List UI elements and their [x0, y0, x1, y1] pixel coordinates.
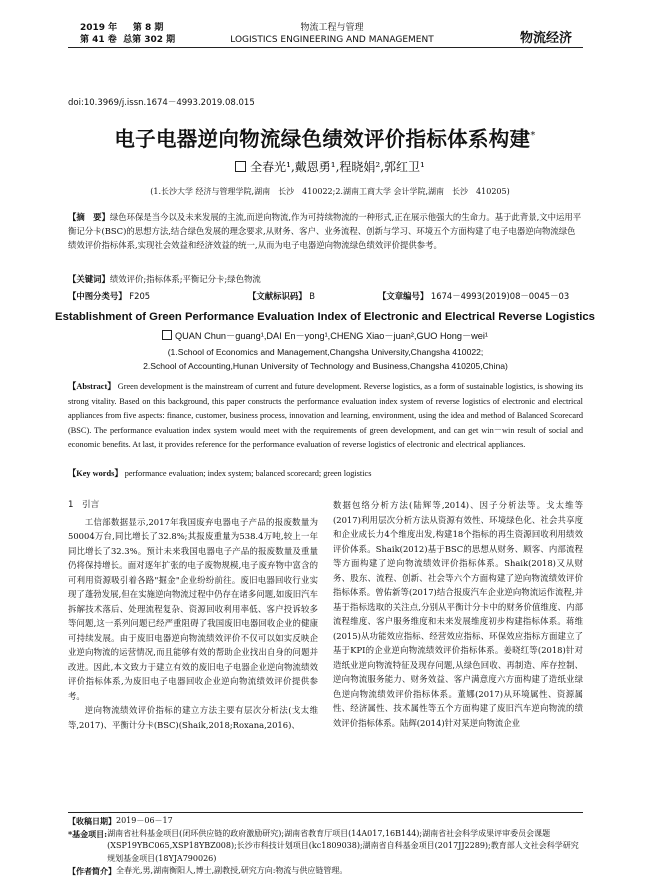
- footnotes: [68, 815, 583, 878]
- year: 2019 年: [80, 23, 118, 33]
- title-footnote-mark: *: [530, 130, 536, 142]
- section-heading: 1 引言: [68, 500, 100, 510]
- fund-label: *基金项目:: [68, 828, 108, 839]
- author-bio: [68, 865, 583, 878]
- body-column-right: [333, 498, 583, 730]
- doc-value: B: [309, 291, 316, 301]
- body-column-left: [68, 498, 318, 732]
- journal-en: LOGISTICS ENGINEERING AND MANAGEMENT: [230, 35, 434, 45]
- clc-label: 【中图分类号】: [68, 291, 127, 301]
- doc-label: 【文献标识码】: [248, 291, 307, 301]
- checkbox-icon: [235, 161, 246, 172]
- article-no-label: 【文章编号】: [378, 291, 429, 301]
- keywords-en: [68, 467, 583, 479]
- footnote-divider: [68, 812, 583, 813]
- volume: 第 41 卷: [80, 35, 117, 45]
- issue-info: [80, 22, 175, 46]
- keywords-cn-text: 绩效评价;指标体系;平衡记分卡;绿色物流: [109, 274, 261, 284]
- checkbox-icon: [162, 330, 172, 340]
- affiliation-cn: (1.长沙大学 经济与管理学院,湖南 长沙 410022;2.湖南工商大学 会计学院,湖南 长沙 410205): [150, 187, 510, 196]
- fund-value: 湖南省社科基金项目(闭环供应链的政府激励研究);湖南省教育厅项目(14A017,16B144);湖南省社会科学成果评审委员会课题(XSP19YBC065,XSP18YBZ008);长沙市科技计划项目(kc1809038);湖南省自科基金项目(2017JJ2289);教育部人文社会科学研究规划基金项目(18YJA790026): [107, 828, 579, 863]
- keywords-cn-label: 【关键词】: [68, 274, 110, 284]
- doi: doi:10.3969/j.issn.1674－4993.2019.08.015: [68, 98, 255, 108]
- authors-en-text: QUAN Chun－guang¹,DAI En－yong¹,CHENG Xiao－juan²,GUO Hong－wei¹: [174, 331, 488, 341]
- fund-note: [68, 828, 583, 866]
- title-text: 电子电器逆向物流绿色绩效评价指标体系构建: [114, 127, 531, 151]
- received-date: [68, 815, 583, 828]
- title-en: Establishment of Green Performance Evaluation Index of Electronic and Electrical Reverse Logistics: [55, 311, 595, 323]
- author-value: 全春光,男,湖南衡阳人,博士,副教授,研究方向:物流与供应链管理。: [116, 866, 348, 875]
- header-divider: [68, 47, 583, 48]
- keywords-en-text: performance evaluation; index system; balanced scorecard; green logistics: [122, 469, 372, 478]
- article-title: [40, 122, 610, 152]
- authors-cn-text: 全春光¹,戴恩勇¹,程晓娟²,郭红卫¹: [250, 160, 425, 174]
- classification-row: [68, 290, 583, 302]
- received-value: 2019－06－17: [116, 816, 173, 825]
- paragraph: 数据包络分析方法(陆辉等,2014)、因子分析法等。戈太维等(2017)利用层次分析方法从资源有效性、环境绿色化、社会共享度和企业成长力4个维度出发,构建18个指标的再生资源回收利用绩效评价体系。Shaik(2012)基于BSC的思想从财务、顾客、内部流程等方面构建了逆向物流绩效评价指标体系。Shaik(2018)又从财务、股东、流程、创新、社会等六个方面构建了逆向物流绩效评价指标体系。曾佑新等(2017)结合报废汽车企业逆向物流运作流程,并基于指标选取的关注点,分别从平衡计分卡中的财务价值维度、内部流程维度、客户服务维度和未来发展维度初步构建指标体系。蒋维(2015)从功能效应指标、经营效应指标、环保效应指标方面建立了基于KPI的企业逆向物流绩效评价指标体系。姜晓红等(2018)针对造纸业逆向物流特征及现存问题,从绿色回收、再制造、库存控制、逆向物流服务能力、财务效益、客户满意度六方面构建了造纸业绿色逆向物流绩效评价指标体系。董娜(2017)从环境属性、资源属性、经济属性、技术属性等五个方面构建了废旧汽车逆向物流的绩效评价指标体系。陆辉(2014)针对某逆向物流企业: [333, 500, 583, 728]
- authors-en: [100, 328, 550, 342]
- keywords-cn: [68, 273, 583, 285]
- paragraph: 工信部数据显示,2017年我国废弃电器电子产品的报废数量为50004万台,同比增长了32.8%;其报废重量为538.4万吨,较上一年同比增长了32.3%。预计未来我国电器电子产品的报废数量及重量仍将保持增长。面对逐年扩张的电子废物规模,电子废弃物中富含的可利用资源吸引着各路"掘金"企业纷纷前往。废旧电器回收行业实现了蓬勃发展,但在实施逆向物流过程中仍存在诸多问题,如废旧汽车拆解技术落后、处理流程复杂、资源回收利用率低、客户投诉较多等问题,这一系列问题已经严重阻碍了我国废旧电器回收企业的健康可持续发展。由于废旧电器逆向物流绩效评价不仅可以如实反映企业逆向物流的运营情况,而且能够有效的帮助企业找出自身的问题并改进。因此,本文致力于建立有效的废旧电子电器企业逆向物流绩效评价指标体系,为废旧电子电器回收企业逆向物流绩效评价提供参考。: [68, 516, 318, 701]
- keywords-en-label: 【Key words】: [68, 469, 123, 478]
- affiliation-en-1: (1.School of Economics and Management,Changsha University,Changsha 410022;: [167, 347, 484, 357]
- affiliation-en-2: 2.School of Accounting,Hunan University of Technology and Business,Changsha 410205,China): [143, 361, 508, 371]
- clc-value: F205: [129, 291, 151, 301]
- received-label: 【收稿日期】: [68, 816, 116, 826]
- abstract-cn-text: 绿色环保是当今以及未来发展的主流,而逆向物流,作为可持续物流的一种形式,正在展示他强大的生命力。基于此背景,文中运用平衡记分卡(BSC)的思想方法,结合绿色发展的理念要求,从财务、客户、业务流程、创新与学习、环境五个方面构建了电子电器逆向物流绿色绩效评价指标体系,实现社会效益和经济效益的统一,从而为电子电器逆向物流绿色绩效评价提供参考。: [68, 212, 582, 251]
- issue: 第 8 期: [132, 23, 164, 33]
- author-label: 【作者简介】: [68, 866, 116, 876]
- column-name: 物流经济: [520, 31, 573, 46]
- total-issue: 总第 302 期: [123, 35, 176, 45]
- abstract-en-text: Green development is the mainstream of current and future development. Reverse logistics, as a form of sustainable logistics, is showing its strong vitality. Based on this background, this paper constructs the performance evaluation index system of reverse logistics of electronic and electrical appliances from five aspects: finance, customer, business process, innovation and learning, environment, using the idea and method of Balanced Scorecard (BSC). The performance evaluation index system would meet with the requirements of green development, and can get win－win result of social and economic benefits. At last, it provides reference for the performance evaluation of reverse logistics of electronic and electrical appliances.: [68, 382, 584, 450]
- journal-cn: 物流工程与管理: [300, 23, 364, 33]
- abstract-en-label: 【Abstract】: [68, 382, 116, 391]
- abstract-cn-label: 【摘 要】: [68, 212, 110, 222]
- authors-cn: [120, 158, 540, 175]
- affiliation-en: [68, 345, 583, 373]
- abstract-cn: [68, 210, 583, 253]
- abstract-en: [68, 380, 583, 453]
- paragraph: 逆向物流绩效评价指标的建立方法主要有层次分析法(戈太维等,2017)、平衡计分卡(BSC)(Shaik,2018;Roxana,2016)、: [68, 705, 318, 730]
- journal-name: [212, 22, 452, 46]
- article-no-value: 1674－4993(2019)08－0045－03: [430, 291, 570, 301]
